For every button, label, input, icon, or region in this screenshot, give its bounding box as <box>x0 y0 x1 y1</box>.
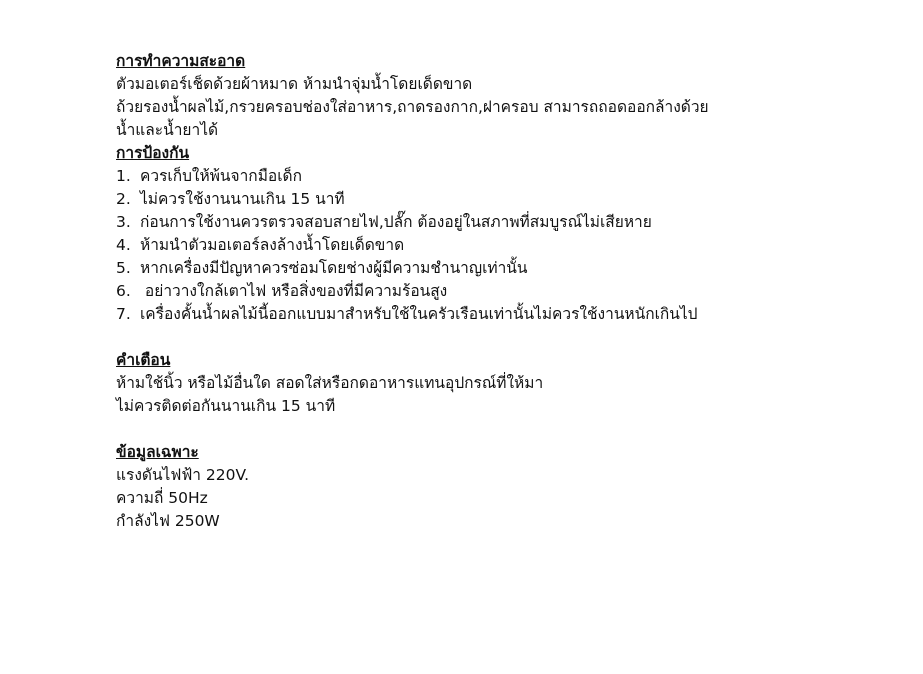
prevention-item <box>116 257 896 280</box>
prevention-item <box>116 234 896 257</box>
item-text: เครื่องคั้นน้ำผลไม้นี้ออกแบบมาสำหรับใช้ในครัวเรือนเท่านั้นไม่ควรใช้งานหนักเกินไป <box>140 305 698 323</box>
prevention-item <box>116 188 896 211</box>
spec-line: แรงดันไฟฟ้า 220V. <box>116 466 250 484</box>
item-number: 5. <box>116 259 131 277</box>
specs-heading: ข้อมูลเฉพาะ <box>116 443 199 461</box>
prevention-item <box>116 165 896 188</box>
item-number: 7. <box>116 305 131 323</box>
item-text: ไม่ควรใช้งานนานเกิน 15 นาที <box>140 190 345 208</box>
prevention-item <box>116 280 896 303</box>
section-spacer <box>116 418 896 441</box>
document-page <box>116 50 896 533</box>
prevention-heading: การป้องกัน <box>116 144 190 162</box>
warning-line: ห้ามใช้นิ้ว หรือไม้อื่นใด สอดใส่หรือกดอาหารแทนอุปกรณ์ที่ให้มา <box>116 374 544 392</box>
item-text: ก่อนการใช้งานควรตรวจสอบสายไฟ,ปลั๊ก ต้องอยู่ในสภาพที่สมบูรณ์ไม่เสียหาย <box>140 213 652 231</box>
item-number: 6. <box>116 282 131 300</box>
cleaning-line: น้ำและน้ำยาได้ <box>116 121 219 139</box>
item-number: 2. <box>116 190 131 208</box>
section-spacer <box>116 326 896 349</box>
item-number: 1. <box>116 167 131 185</box>
warning-line: ไม่ควรติดต่อกันนานเกิน 15 นาที <box>116 397 336 415</box>
warning-heading: คำเตือน <box>116 351 171 369</box>
item-number: 3. <box>116 213 131 231</box>
item-text: ควรเก็บให้พ้นจากมือเด็ก <box>140 167 302 185</box>
item-text: หากเครื่องมีปัญหาควรซ่อมโดยช่างผู้มีความชำนาญเท่านั้น <box>140 259 528 277</box>
item-number: 4. <box>116 236 131 254</box>
spec-line: ความถี่ 50Hz <box>116 489 208 507</box>
prevention-item <box>116 303 896 326</box>
spec-line: กำลังไฟ 250W <box>116 512 220 530</box>
prevention-item <box>116 211 896 234</box>
item-text: ห้ามนำตัวมอเตอร์ลงล้างน้ำโดยเด็ดขาด <box>140 236 405 254</box>
item-text: อย่าวางใกล้เตาไฟ หรือสิ่งของที่มีความร้อนสูง <box>140 282 448 300</box>
cleaning-line: ตัวมอเตอร์เช็ดด้วยผ้าหมาด ห้ามนำจุ่มน้ำโดยเด็ดขาด <box>116 75 473 93</box>
cleaning-line: ถ้วยรองน้ำผลไม้,กรวยครอบช่องใส่อาหาร,ถาดรองกาก,ฝาครอบ สามารถถอดออกล้างด้วย <box>116 98 709 116</box>
cleaning-heading: การทำความสะอาด <box>116 52 246 70</box>
